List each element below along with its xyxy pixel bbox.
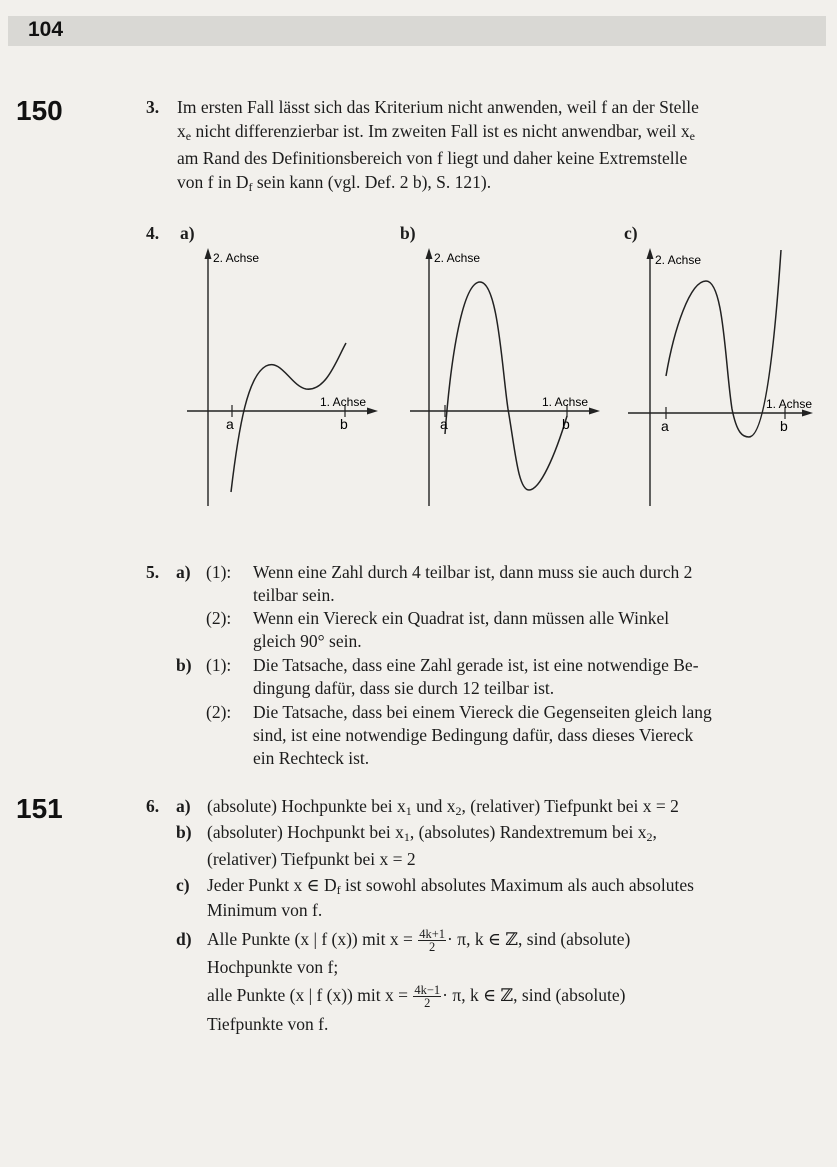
fraction-4k-plus-1: $\frac{4k+1}{2}$ (419, 927, 446, 955)
task-5b2-label: (2): (206, 702, 232, 722)
task-6a-label: a) (176, 796, 191, 816)
task-3-number: 3. (146, 97, 160, 117)
y-axis-arrow (426, 248, 433, 259)
y-axis-label: 2. Achse (213, 251, 260, 265)
task-3-line-3: am Rand des Definitionsbereich von f liegt und daher keine Extremstelle (177, 148, 688, 168)
x-axis-label: 1. Achse (320, 395, 367, 409)
graph-b (405, 244, 615, 514)
section-number-151: 151 (16, 793, 63, 824)
point-label-a: a (440, 416, 448, 432)
page-number: 104 (28, 18, 64, 41)
task-6c-line-1: Jeder Punkt x ∈ $D_f$ ist sowohl absolutes Maximum als auch absolutes (207, 875, 694, 897)
task-6a-line-1: (absolute) Hochpunkte bei $x_1$ und $x_2$, (relativer) Tiefpunkt bei x = 2 (207, 796, 679, 818)
task-5a1-line-2: teilbar sein. (253, 585, 335, 605)
task-5a-label: a) (176, 562, 191, 582)
x-axis-label: 1. Achse (542, 395, 589, 409)
task-6d-line-1: Alle Punkte (x | f (x)) mit x = $\frac{4k+1}{2}$ · π, k ∈ ℤ, sind (absolute) (207, 927, 631, 955)
task-5b2-line-1: Die Tatsache, dass bei einem Viereck die Gegenseiten gleich lang (253, 702, 712, 722)
y-axis-label: 2. Achse (655, 253, 702, 267)
point-label-b: b (562, 416, 570, 432)
task-4-number: 4. (146, 223, 160, 243)
point-label-a: a (226, 416, 234, 432)
task-6c-line-2: Minimum von f. (207, 900, 323, 920)
y-axis-label: 2. Achse (434, 251, 481, 265)
x-axis-arrow (589, 408, 600, 415)
task-6d-line-3: alle Punkte (x | f (x)) mit x = $\frac{4k-1}{2}$ · π, k ∈ ℤ, sind (absolute) (207, 983, 626, 1011)
function-curve (445, 282, 567, 490)
task-5a1-line-1: Wenn eine Zahl durch 4 teilbar ist, dann muss sie auch durch 2 (253, 562, 693, 582)
task-5a2-line-1: Wenn ein Viereck ein Quadrat ist, dann müssen alle Winkel (253, 608, 670, 628)
task-6b-label: b) (176, 822, 192, 842)
graph-a-label: a) (180, 223, 195, 243)
task-6c-label: c) (176, 875, 190, 895)
task-6b-line-1: (absoluter) Hochpunkt bei $x_1$, (absolutes) Randextremum bei $x_2$, (207, 822, 657, 844)
task-5b2-line-3: ein Rechteck ist. (253, 748, 370, 768)
graph-c (620, 244, 830, 514)
page-header-bar (8, 16, 826, 46)
point-label-b: b (340, 416, 348, 432)
task-5a2-label: (2): (206, 608, 232, 628)
task-6b-line-2: (relativer) Tiefpunkt bei x = 2 (207, 849, 416, 869)
task-3-line-4: von f in $D_f$ sein kann (vgl. Def. 2 b), S. 121). (177, 172, 492, 194)
x-axis-arrow (367, 408, 378, 415)
graph-c-label: c) (624, 223, 638, 243)
task-5b1-label: (1): (206, 655, 232, 675)
task-3-line-2: $x_e$ nicht differenzierbar ist. Im zweiten Fall ist es nicht anwendbar, weil $x_e$ (177, 121, 695, 143)
task-5a1-label: (1): (206, 562, 232, 582)
function-curve (231, 343, 346, 492)
y-axis-arrow (205, 248, 212, 259)
task-5b-label: b) (176, 655, 192, 675)
task-5b1-line-1: Die Tatsache, dass eine Zahl gerade ist, ist eine notwendige Be- (253, 655, 699, 675)
x-axis-label: 1. Achse (766, 397, 813, 411)
task-5-number: 5. (146, 562, 160, 582)
task-5b2-line-2: sind, ist eine notwendige Bedingung dafür, dass dieses Viereck (253, 725, 694, 745)
point-label-a: a (661, 418, 669, 434)
task-5a2-line-2: gleich 90° sein. (253, 631, 362, 651)
task-6-number: 6. (146, 796, 160, 816)
graph-a (175, 244, 385, 514)
task-5b1-line-2: dingung dafür, dass sie durch 12 teilbar ist. (253, 678, 555, 698)
function-curve (666, 250, 781, 437)
task-6d-line-4: Tiefpunkte von f. (207, 1014, 329, 1034)
task-3-line-1: Im ersten Fall lässt sich das Kriterium nicht anwenden, weil f an der Stelle (177, 97, 699, 117)
y-axis-arrow (647, 248, 654, 259)
fraction-4k-minus-1: $\frac{4k-1}{2}$ (414, 983, 441, 1011)
task-6d-label: d) (176, 929, 192, 949)
task-6d-line-2: Hochpunkte von f; (207, 957, 339, 977)
section-number-150: 150 (16, 95, 63, 126)
graph-b-label: b) (400, 223, 416, 243)
point-label-b: b (780, 418, 788, 434)
